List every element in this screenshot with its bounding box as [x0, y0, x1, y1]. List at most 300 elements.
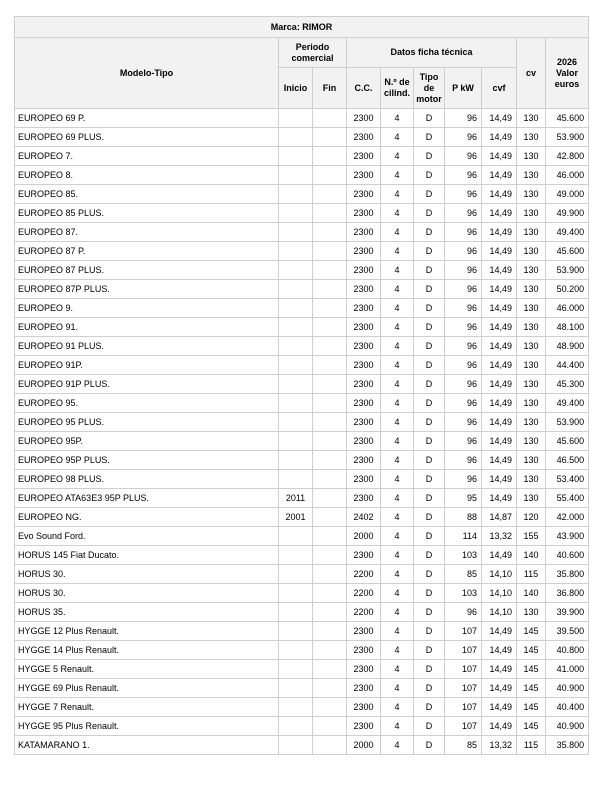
- pkw-cell: 103: [445, 584, 482, 603]
- motor-type-cell: D: [414, 622, 445, 641]
- pkw-cell: 96: [445, 432, 482, 451]
- cylinders-cell: 4: [381, 584, 414, 603]
- value-cell: 41.000: [546, 660, 589, 679]
- cc-cell: 2300: [347, 166, 381, 185]
- cylinders-cell: 4: [381, 261, 414, 280]
- value-cell: 53.900: [546, 413, 589, 432]
- model-cell: EUROPEO 69 PLUS.: [15, 128, 279, 147]
- pkw-cell: 85: [445, 736, 482, 755]
- price-table-container: [14, 16, 589, 755]
- cc-cell: 2300: [347, 204, 381, 223]
- motor-type-cell: D: [414, 299, 445, 318]
- motor-type-cell: D: [414, 717, 445, 736]
- end-year-cell: [313, 318, 347, 337]
- cvf-cell: 14,10: [482, 603, 517, 622]
- model-cell: HORUS 30.: [15, 565, 279, 584]
- end-year-cell: [313, 166, 347, 185]
- motor-type-cell: D: [414, 641, 445, 660]
- cylinders-cell: 4: [381, 717, 414, 736]
- table-row: [15, 660, 589, 679]
- pkw-cell: 96: [445, 261, 482, 280]
- cvf-cell: 14,49: [482, 641, 517, 660]
- value-cell: 40.800: [546, 641, 589, 660]
- value-cell: 46.000: [546, 299, 589, 318]
- pkw-cell: 96: [445, 356, 482, 375]
- motor-type-cell: D: [414, 147, 445, 166]
- value-cell: 43.900: [546, 527, 589, 546]
- cv-cell: 130: [517, 280, 546, 299]
- motor-type-cell: D: [414, 432, 445, 451]
- motor-type-cell: D: [414, 565, 445, 584]
- model-type-header: Modelo-Tipo: [15, 38, 279, 109]
- motor-type-cell: D: [414, 166, 445, 185]
- table-row: [15, 242, 589, 261]
- cv-cell: 140: [517, 546, 546, 565]
- table-row: [15, 451, 589, 470]
- cylinders-cell: 4: [381, 204, 414, 223]
- model-cell: EUROPEO 95P.: [15, 432, 279, 451]
- pkw-cell: 96: [445, 337, 482, 356]
- cvf-cell: 14,49: [482, 451, 517, 470]
- model-cell: EUROPEO 98 PLUS.: [15, 470, 279, 489]
- end-year-cell: [313, 147, 347, 166]
- table-row: [15, 489, 589, 508]
- model-cell: EUROPEO 69 P.: [15, 109, 279, 128]
- end-year-cell: [313, 204, 347, 223]
- start-year-cell: [279, 394, 313, 413]
- model-cell: EUROPEO 91P PLUS.: [15, 375, 279, 394]
- motor-type-cell: D: [414, 470, 445, 489]
- start-year-cell: [279, 204, 313, 223]
- cvf-cell: 14,49: [482, 356, 517, 375]
- cc-cell: 2300: [347, 147, 381, 166]
- end-year-cell: [313, 717, 347, 736]
- start-year-cell: 2011: [279, 489, 313, 508]
- pkw-cell: 96: [445, 413, 482, 432]
- cvf-cell: 14,49: [482, 394, 517, 413]
- end-year-cell: [313, 527, 347, 546]
- cvf-cell: 14,10: [482, 565, 517, 584]
- cvf-cell: 14,49: [482, 470, 517, 489]
- cvf-header: cvf: [482, 68, 517, 109]
- cv-cell: 130: [517, 166, 546, 185]
- cylinders-cell: 4: [381, 280, 414, 299]
- value-cell: 40.400: [546, 698, 589, 717]
- pkw-cell: 96: [445, 394, 482, 413]
- end-year-cell: [313, 299, 347, 318]
- pkw-cell: 96: [445, 375, 482, 394]
- cv-cell: 130: [517, 318, 546, 337]
- cylinders-cell: 4: [381, 166, 414, 185]
- value-cell: 49.000: [546, 185, 589, 204]
- table-row: [15, 356, 589, 375]
- value-cell: 55.400: [546, 489, 589, 508]
- cylinders-cell: 4: [381, 242, 414, 261]
- end-year-cell: [313, 698, 347, 717]
- pkw-header: P kW: [445, 68, 482, 109]
- model-cell: HORUS 30.: [15, 584, 279, 603]
- motor-type-cell: D: [414, 451, 445, 470]
- model-cell: HYGGE 14 Plus Renault.: [15, 641, 279, 660]
- table-row: [15, 546, 589, 565]
- cc-cell: 2300: [347, 242, 381, 261]
- end-year-cell: [313, 622, 347, 641]
- cc-cell: 2000: [347, 736, 381, 755]
- table-row: [15, 128, 589, 147]
- pkw-cell: 96: [445, 109, 482, 128]
- cvf-cell: 14,49: [482, 717, 517, 736]
- end-year-cell: [313, 242, 347, 261]
- cc-cell: 2300: [347, 546, 381, 565]
- cvf-cell: 14,87: [482, 508, 517, 527]
- pkw-cell: 96: [445, 451, 482, 470]
- start-year-cell: [279, 375, 313, 394]
- end-year-cell: [313, 584, 347, 603]
- start-year-cell: [279, 147, 313, 166]
- value-cell: 35.800: [546, 565, 589, 584]
- value-cell: 48.100: [546, 318, 589, 337]
- start-year-cell: [279, 470, 313, 489]
- end-year-cell: [313, 223, 347, 242]
- table-row: [15, 584, 589, 603]
- cvf-cell: 14,49: [482, 223, 517, 242]
- end-year-cell: [313, 261, 347, 280]
- cylinders-cell: 4: [381, 679, 414, 698]
- table-row: [15, 166, 589, 185]
- end-year-cell: [313, 185, 347, 204]
- cv-cell: 130: [517, 394, 546, 413]
- pkw-cell: 114: [445, 527, 482, 546]
- start-year-cell: [279, 641, 313, 660]
- model-cell: HYGGE 7 Renault.: [15, 698, 279, 717]
- end-year-cell: [313, 128, 347, 147]
- end-year-cell: [313, 356, 347, 375]
- table-row: [15, 413, 589, 432]
- cv-cell: 130: [517, 128, 546, 147]
- cvf-cell: 14,49: [482, 166, 517, 185]
- cvf-cell: 14,49: [482, 337, 517, 356]
- pkw-cell: 88: [445, 508, 482, 527]
- cylinders-cell: 4: [381, 603, 414, 622]
- end-year-cell: [313, 641, 347, 660]
- cylinders-cell: 4: [381, 394, 414, 413]
- cc-cell: 2300: [347, 622, 381, 641]
- cc-cell: 2300: [347, 489, 381, 508]
- cylinders-cell: 4: [381, 432, 414, 451]
- table-row: [15, 204, 589, 223]
- vehicle-price-table: [14, 16, 589, 755]
- cc-cell: 2300: [347, 337, 381, 356]
- table-row: [15, 147, 589, 166]
- motor-type-cell: D: [414, 527, 445, 546]
- table-row: [15, 375, 589, 394]
- value-cell: 53.400: [546, 470, 589, 489]
- value-cell: 40.900: [546, 717, 589, 736]
- value-cell: 46.500: [546, 451, 589, 470]
- end-year-cell: [313, 736, 347, 755]
- cvf-cell: 14,49: [482, 546, 517, 565]
- cvf-cell: 14,49: [482, 299, 517, 318]
- motor-type-cell: D: [414, 546, 445, 565]
- model-cell: EUROPEO 85 PLUS.: [15, 204, 279, 223]
- cylinders-cell: 4: [381, 489, 414, 508]
- cv-cell: 130: [517, 603, 546, 622]
- start-year-cell: [279, 242, 313, 261]
- cylinders-cell: 4: [381, 527, 414, 546]
- start-year-cell: [279, 546, 313, 565]
- start-year-cell: [279, 299, 313, 318]
- value-cell: 39.900: [546, 603, 589, 622]
- value-cell: 36.800: [546, 584, 589, 603]
- pkw-cell: 96: [445, 166, 482, 185]
- start-year-cell: [279, 432, 313, 451]
- motor-type-cell: D: [414, 204, 445, 223]
- end-year-cell: [313, 489, 347, 508]
- cv-cell: 130: [517, 147, 546, 166]
- end-header: Fin: [313, 68, 347, 109]
- cv-cell: 130: [517, 470, 546, 489]
- start-year-cell: [279, 698, 313, 717]
- end-year-cell: [313, 337, 347, 356]
- motor-type-cell: D: [414, 375, 445, 394]
- cv-cell: 130: [517, 375, 546, 394]
- end-year-cell: [313, 451, 347, 470]
- start-year-cell: [279, 109, 313, 128]
- model-cell: EUROPEO NG.: [15, 508, 279, 527]
- cylinders-cell: 4: [381, 223, 414, 242]
- motor-type-cell: D: [414, 109, 445, 128]
- table-row: [15, 603, 589, 622]
- cc-cell: 2300: [347, 223, 381, 242]
- cvf-cell: 14,49: [482, 242, 517, 261]
- cv-cell: 145: [517, 698, 546, 717]
- cylinders-cell: 4: [381, 356, 414, 375]
- cylinders-cell: 4: [381, 546, 414, 565]
- cylinders-cell: 4: [381, 337, 414, 356]
- cv-cell: 130: [517, 242, 546, 261]
- cvf-cell: 13,32: [482, 736, 517, 755]
- cv-cell: 130: [517, 223, 546, 242]
- end-year-cell: [313, 679, 347, 698]
- cvf-cell: 14,49: [482, 679, 517, 698]
- cv-cell: 115: [517, 565, 546, 584]
- end-year-cell: [313, 109, 347, 128]
- cvf-cell: 14,49: [482, 622, 517, 641]
- cvf-cell: 14,49: [482, 489, 517, 508]
- table-row: [15, 717, 589, 736]
- cc-header: C.C.: [347, 68, 381, 109]
- value-cell: 45.300: [546, 375, 589, 394]
- table-row: [15, 394, 589, 413]
- cvf-cell: 14,49: [482, 147, 517, 166]
- cvf-cell: 14,49: [482, 128, 517, 147]
- table-body: [15, 109, 589, 755]
- motor-type-cell: D: [414, 128, 445, 147]
- cvf-cell: 14,49: [482, 318, 517, 337]
- pkw-cell: 103: [445, 546, 482, 565]
- cc-cell: 2300: [347, 717, 381, 736]
- start-year-cell: [279, 261, 313, 280]
- model-cell: HYGGE 12 Plus Renault.: [15, 622, 279, 641]
- model-cell: EUROPEO 7.: [15, 147, 279, 166]
- cylinders-cell: 4: [381, 622, 414, 641]
- model-cell: HORUS 35.: [15, 603, 279, 622]
- cc-cell: 2300: [347, 432, 381, 451]
- value-cell: 44.400: [546, 356, 589, 375]
- motor-type-cell: D: [414, 242, 445, 261]
- cc-cell: 2300: [347, 299, 381, 318]
- table-row: [15, 698, 589, 717]
- pkw-cell: 96: [445, 603, 482, 622]
- cv-cell: 115: [517, 736, 546, 755]
- model-cell: EUROPEO 91 PLUS.: [15, 337, 279, 356]
- table-row: [15, 470, 589, 489]
- pkw-cell: 95: [445, 489, 482, 508]
- value-cell: 35.800: [546, 736, 589, 755]
- pkw-cell: 107: [445, 641, 482, 660]
- end-year-cell: [313, 394, 347, 413]
- cvf-cell: 14,49: [482, 185, 517, 204]
- value-cell: 42.800: [546, 147, 589, 166]
- cylinders-cell: 4: [381, 470, 414, 489]
- start-year-cell: [279, 318, 313, 337]
- cv-cell: 130: [517, 185, 546, 204]
- cc-cell: 2300: [347, 109, 381, 128]
- cc-cell: 2300: [347, 394, 381, 413]
- cvf-cell: 14,49: [482, 204, 517, 223]
- cylinders-cell: 4: [381, 736, 414, 755]
- motor-type-cell: D: [414, 261, 445, 280]
- cv-cell: 145: [517, 660, 546, 679]
- end-year-cell: [313, 375, 347, 394]
- end-year-cell: [313, 546, 347, 565]
- start-year-cell: [279, 527, 313, 546]
- model-cell: EUROPEO 8.: [15, 166, 279, 185]
- table-row: [15, 527, 589, 546]
- model-cell: EUROPEO 87 PLUS.: [15, 261, 279, 280]
- cylinders-cell: 4: [381, 413, 414, 432]
- cc-cell: 2200: [347, 584, 381, 603]
- cvf-cell: 14,49: [482, 413, 517, 432]
- table-row: [15, 432, 589, 451]
- pkw-cell: 96: [445, 242, 482, 261]
- cv-cell: 130: [517, 299, 546, 318]
- tech-data-header: Datos ficha técnica: [347, 38, 517, 68]
- end-year-cell: [313, 432, 347, 451]
- model-cell: EUROPEO 87P PLUS.: [15, 280, 279, 299]
- model-cell: EUROPEO 95.: [15, 394, 279, 413]
- cylinders-cell: 4: [381, 147, 414, 166]
- cvf-cell: 14,49: [482, 375, 517, 394]
- cc-cell: 2300: [347, 318, 381, 337]
- value-cell: 40.900: [546, 679, 589, 698]
- motor-type-cell: D: [414, 603, 445, 622]
- end-year-cell: [313, 660, 347, 679]
- cc-cell: 2300: [347, 128, 381, 147]
- model-cell: EUROPEO 9.: [15, 299, 279, 318]
- cylinders-cell: 4: [381, 375, 414, 394]
- value-cell: 45.600: [546, 242, 589, 261]
- start-year-cell: [279, 451, 313, 470]
- cv-cell: 120: [517, 508, 546, 527]
- group-header-row: [15, 38, 589, 68]
- pkw-cell: 96: [445, 223, 482, 242]
- motor-type-cell: D: [414, 337, 445, 356]
- model-cell: HYGGE 95 Plus Renault.: [15, 717, 279, 736]
- end-year-cell: [313, 508, 347, 527]
- end-year-cell: [313, 470, 347, 489]
- cylinders-cell: 4: [381, 565, 414, 584]
- motor-type-cell: D: [414, 584, 445, 603]
- cylinders-cell: 4: [381, 660, 414, 679]
- cc-cell: 2300: [347, 356, 381, 375]
- model-cell: HORUS 145 Fiat Ducato.: [15, 546, 279, 565]
- cv-cell: 145: [517, 622, 546, 641]
- value-cell: 49.900: [546, 204, 589, 223]
- pkw-cell: 96: [445, 185, 482, 204]
- pkw-cell: 85: [445, 565, 482, 584]
- cylinders-cell: 4: [381, 109, 414, 128]
- cc-cell: 2300: [347, 679, 381, 698]
- motor-type-cell: D: [414, 280, 445, 299]
- pkw-cell: 96: [445, 299, 482, 318]
- cv-cell: 130: [517, 432, 546, 451]
- value-cell: 53.900: [546, 128, 589, 147]
- start-year-cell: [279, 337, 313, 356]
- table-row: [15, 318, 589, 337]
- cvf-cell: 13,32: [482, 527, 517, 546]
- start-year-cell: [279, 584, 313, 603]
- start-year-cell: [279, 565, 313, 584]
- cc-cell: 2402: [347, 508, 381, 527]
- start-year-cell: [279, 736, 313, 755]
- table-row: [15, 736, 589, 755]
- value-cell: 45.600: [546, 109, 589, 128]
- value-cell: 50.200: [546, 280, 589, 299]
- pkw-cell: 107: [445, 698, 482, 717]
- cc-cell: 2300: [347, 280, 381, 299]
- motor-type-cell: D: [414, 736, 445, 755]
- brand-header-row: [15, 17, 589, 38]
- model-cell: EUROPEO 85.: [15, 185, 279, 204]
- motor-type-cell: D: [414, 356, 445, 375]
- start-year-cell: [279, 717, 313, 736]
- pkw-cell: 96: [445, 280, 482, 299]
- cvf-cell: 14,49: [482, 660, 517, 679]
- start-year-cell: [279, 603, 313, 622]
- value-cell: 42.000: [546, 508, 589, 527]
- cv-cell: 145: [517, 717, 546, 736]
- cylinders-cell: 4: [381, 318, 414, 337]
- model-cell: EUROPEO 87.: [15, 223, 279, 242]
- model-cell: KATAMARANO 1.: [15, 736, 279, 755]
- start-year-cell: [279, 223, 313, 242]
- cc-cell: 2300: [347, 185, 381, 204]
- model-cell: HYGGE 69 Plus Renault.: [15, 679, 279, 698]
- motor-type-cell: D: [414, 318, 445, 337]
- table-row: [15, 508, 589, 527]
- pkw-cell: 96: [445, 470, 482, 489]
- cylinders-cell: 4: [381, 698, 414, 717]
- table-row: [15, 223, 589, 242]
- end-year-cell: [313, 565, 347, 584]
- cv-cell: 130: [517, 337, 546, 356]
- start-year-cell: [279, 660, 313, 679]
- table-row: [15, 641, 589, 660]
- model-cell: EUROPEO 95P PLUS.: [15, 451, 279, 470]
- cc-cell: 2300: [347, 660, 381, 679]
- cv-cell: 130: [517, 261, 546, 280]
